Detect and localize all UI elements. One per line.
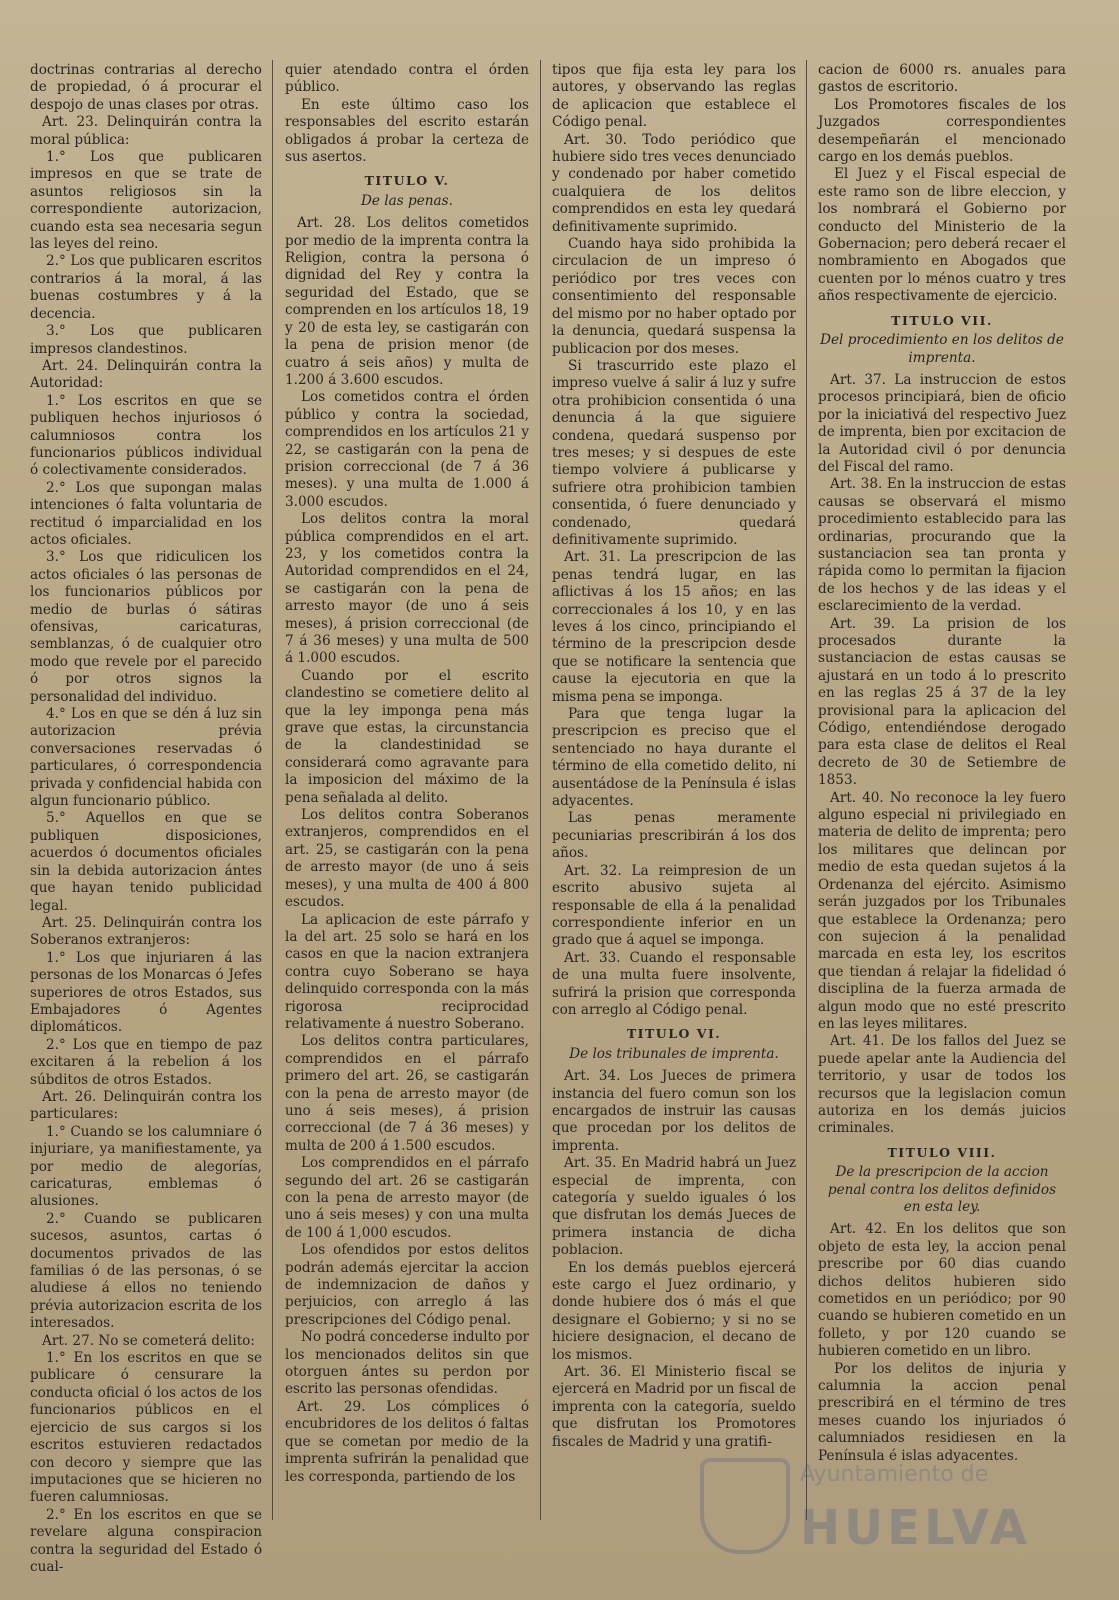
paragraph: El Juez y el Fiscal especial de este ramo son de libre eleccion, y los nombrará el Gobierno por conducto del Ministerio de la Gobernacion; pero deberá recaer el nombramiento en Abogados que cuenten por lo ménos cuatro y tres años respectivamente de ejercicio.: [818, 166, 1066, 305]
paragraph: Art. 37. La instruccion de estos procesos principiará, bien de oficio por la iniciativá del respectivo Juez de imprenta, bien por excitacion de la Autoridad civil ó por denuncia del Fiscal del ramo.: [818, 371, 1066, 475]
col2a-paragraphs: [285, 62, 529, 166]
paragraph: doctrinas contrarias al derecho de propiedad, ó á procurar el despojo de unas clases por otras.: [30, 62, 262, 113]
paragraph: Art. 28. Los delitos cometidos por medio de la imprenta contra la Religion, contra la persona ó dignidad del Rey y contra la seguridad del Estado, que se comprenden en los artículos 18, 19 y 20 de esta ley, se castigarán con la pena de prision menor (de cuatro á seis años) y multa de 1.200 á 3.600 escudos.: [285, 215, 529, 388]
titulo-viii-heading: TITULO VIII.: [887, 1144, 997, 1160]
paragraph: Art. 33. Cuando el responsable de una multa fuere insolvente, sufrirá la prision que corresponda con arreglo al Código penal.: [552, 949, 796, 1018]
paragraph: Para que tenga lugar la prescripcion es preciso que el sentenciado no haya durante el término de ella cometido delito, ni ausentádose de la Península é islas adyacentes.: [552, 706, 796, 810]
paragraph: Art. 30. Todo periódico que hubiere sido tres veces denunciado y condenado por haber cometido cualquiera de los delitos comprendidos en esta ley quedará definitivamente suprimido.: [552, 131, 796, 235]
titulo-v-heading: TITULO V.: [364, 173, 450, 189]
paragraph: 2.° Los que supongan malas intenciones ó falta voluntaria de rectitud ó imparcialidad en los actos oficiales.: [30, 479, 262, 548]
paragraph: Los delitos contra la moral pública comprendidos en el art. 23, y los cometidos contra la Autoridad comprendidos en el 24, se castigarán con la pena de arresto mayor (de uno á seis meses), á prision correccional (de 7 á 36 meses) y una multa de 500 á 1.000 escudos.: [285, 511, 529, 667]
col4a-paragraphs: [818, 62, 1066, 306]
paragraph: 3.° Los que ridiculicen los actos oficiales ó las personas de los funcionarios públicos por medio de burlas ó sátiras ofensivas, caricaturas, semblanzas, ó de cualquier otro modo que revele por el parecido ó por otros signos la personalidad del individuo.: [30, 549, 262, 705]
paragraph: Art. 40. No reconoce la ley fuero alguno especial ni privilegiado en materia de delito de imprenta; pero los militares que delincan por medio de esta quedan sujetos á la Ordenanza del ejército. Asimismo serán juzgados por los Tribunales que establece la Ordenanza; pero con sujecion á la penalidad marcada en esta ley, los escritos que tiendan á relajar la fidelidad ó disciplina de la fuerza armada de algun modo que no esté prescrito en las leyes militares.: [818, 789, 1066, 1032]
paragraph: Los delitos contra Soberanos extranjeros, comprendidos en el art. 25, se castigarán con la pena de arresto mayor (de uno á seis meses), y una multa de 400 á 800 escudos.: [285, 807, 529, 911]
paragraph: Art. 23. Delinquirán contra la moral pública:: [30, 114, 262, 148]
paragraph: 2.° Los que publicaren escritos contrarios á la moral, á las buenas costumbres y á la decencia.: [30, 253, 262, 322]
paragraph: Art. 31. La prescripcion de las penas tendrá lugar, en las aflictivas á los 15 años; en las correccionales á los 10, y en las leves á los cinco, principiando el término de la prescripcion desde que se notificare la sentencia que cause la ejecutoria en que la misma pena se imponga.: [552, 549, 796, 705]
paragraph: 2.° En los escritos en que se revelare alguna conspiracion contra la seguridad del Estado ó cual-: [30, 1506, 262, 1575]
paragraph: Los delitos contra particulares, comprendidos en el párrafo primero del art. 26, se castigarán con la pena de arresto mayor (de uno á seis meses), á prision correccional (de 7 á 36 meses) y multa de 200 á 1.500 escudos.: [285, 1033, 529, 1154]
paragraph: Art. 42. En los delitos que son objeto de esta ley, la accion penal prescribe por 60 dias cuando dichos delitos hubieren sido cometidos en un periódico; por 90 cuando se hubieren cometido en un folleto, y por 120 cuando se hubieren cometido en un libro.: [818, 1221, 1066, 1360]
paragraph: Art. 39. La prision de los procesados durante la sustanciacion de estas causas se ajustará en un todo á lo prescrito en las reglas 25 á 37 de la ley provisional para la aplicacion del Código, entendiéndose derogado para esta clase de delitos el Real decreto de 30 de Setiembre de 1853.: [818, 615, 1066, 789]
paragraph: 1.° Los que publicaren impresos en que se trate de asuntos religiosos sin la correspondiente autorizacion, cuando esta sea necesaria segun las leyes del reino.: [30, 149, 262, 253]
paragraph: La aplicacion de este párrafo y la del art. 25 solo se hará en los casos en que la nacion extranjera contra cuyo Soberano se haya delinquido corresponda con la más rigorosa reciprocidad relativamente á nuestro Soberano.: [285, 911, 529, 1032]
paragraph: Los cometidos contra el órden público y contra la sociedad, comprendidos en los artículos 21 y 22, se castigarán con la pena de prision correccional (de 7 á 36 meses). y una multa de 1.000 á 3.000 escudos.: [285, 389, 529, 510]
archive-watermark: [700, 1440, 1040, 1556]
paragraph: No podrá concederse indulto por los mencionados delitos sin que otorguen ántes su perdon por escrito las personas ofendidas.: [285, 1329, 529, 1398]
paragraph: Art. 26. Delinquirán contra los particulares:: [30, 1088, 262, 1123]
paragraph: 3.° Los que publicaren impresos clandestinos.: [30, 323, 262, 357]
paragraph: Cuando haya sido prohibida la circulacion de un impreso ó periódico por tres veces con consentimiento del responsable del mismo por no haber optado por la denuncia, quedará suspensa la publicacion por dos meses.: [552, 236, 796, 357]
col1-paragraphs: [30, 62, 262, 1576]
paragraph: Art. 38. En la instruccion de estas causas se observará el mismo procedimiento establecido para las ordinarias, procurando que la sustanciacion sea tan pronta y rápida como lo permitan la fijacion de los hechos y de las ideas y el esclarecimiento de la verdad.: [818, 476, 1066, 615]
paragraph: En los demás pueblos ejercerá este cargo el Juez ordinario, y donde hubiere dos ó más el que designare el Gobierno; y si no se hiciere designacion, el decano de los mismos.: [552, 1259, 796, 1363]
col4c-paragraphs: [818, 1221, 1066, 1465]
paragraph: 1.° Los que injuriaren á las personas de los Monarcas ó Jefes superiores de otros Estados, sus Embajadores ó Agentes diplomáticos.: [30, 949, 262, 1036]
watermark-name: HUELVA: [800, 1500, 1031, 1556]
paragraph: 1.° En los escritos en que se publicare ó censurare la conducta oficial ó los actos de los funcionarios públicos en el ejercicio de sus cargos si los escritos estuvieren redactados con decoro y siempre que las imputaciones que se hicieren no fueren calumniosas.: [30, 1350, 262, 1506]
paragraph: Art. 24. Delinquirán contra la Autoridad:: [30, 357, 262, 392]
col3b-paragraphs: [552, 1068, 796, 1451]
column-rule: [540, 60, 541, 1520]
col2b-paragraphs: [285, 215, 529, 1486]
paragraph: Cuando por el escrito clandestino se cometiere delito al que la ley imponga pena más grave que estas, la circunstancia de la clandestinidad se considerará como agravante para la imposicion del máximo de la pena señalada al delito.: [285, 667, 529, 806]
titulo-vii-heading: TITULO VII.: [891, 312, 993, 328]
column-rule: [272, 60, 273, 1520]
paragraph: Los Promotores fiscales de los Juzgados correspondientes desempeñarán el mencionado cargo en los demás pueblos.: [818, 96, 1066, 166]
paragraph: Art. 27. No se cometerá delito:: [42, 1332, 255, 1349]
titulo-vi-heading: TITULO VI.: [626, 1026, 722, 1042]
paragraph: Los comprendidos en el párrafo segundo del art. 26 se castigarán con la pena de arresto mayor (de uno á seis meses) y con una multa de 100 á 1,000 escudos.: [285, 1155, 529, 1241]
paragraph: 4.° Los en que se dén á luz sin autorizacion prévia conversaciones reservadas ó particulares, ó correspondencia privada y confidencial habida con algun funcionario público.: [30, 706, 262, 810]
paragraph: Los ofendidos por estos delitos podrán además ejercitar la accion de indemnizacion de daños y perjuicios, con arreglo á las prescripciones del Código penal.: [285, 1242, 529, 1328]
paragraph: En este último caso los responsables del escrito estarán obligados á probar la certeza de sus asertos.: [285, 96, 529, 166]
paragraph: Art. 25. Delinquirán contra los Soberanos extranjeros:: [30, 914, 262, 949]
paragraph: 1.° Cuando se los calumniare ó injuriare, ya manifiestamente, ya por medio de alegorías, caricaturas, emblemas ó alusiones.: [30, 1123, 262, 1210]
column-1: [30, 62, 262, 1575]
paragraph: Art. 36. El Ministerio fiscal se ejercerá en Madrid por un fiscal de imprenta con la categoría, sueldo que disfrutan los Promotores fiscales de Madrid y una gratifi-: [552, 1364, 796, 1450]
col3a-paragraphs: [552, 62, 796, 1019]
titulo-vii-subtitle: Del procedimiento en los delitos de imprenta.: [820, 332, 1064, 366]
paragraph: Art. 41. De los fallos del Juez se puede apelar ante la Audiencia del territorio, y usar de todos los recursos que la legislacion comun autoriza en los demás juicios criminales.: [818, 1033, 1066, 1137]
paragraph: Las penas meramente pecuniarias prescribirán á los dos años.: [552, 810, 796, 862]
column-2: [285, 62, 529, 1517]
watermark-top-text: Ayuntamiento de: [800, 1462, 989, 1487]
paragraph: Art. 34. Los Jueces de primera instancia del fuero comun son los encargados de instruir las causas que procedan por los delitos de imprenta.: [552, 1068, 796, 1154]
titulo-vi-subtitle: De los tribunales de imprenta.: [569, 1045, 779, 1062]
titulo-viii-subtitle: De la prescripcion de la accion penal contra los delitos definidos en esta ley.: [827, 1164, 1057, 1215]
paragraph: Art. 32. La reimpresion de un escrito abusivo sujeta al responsable de ella á la penalidad correspondiente inferior en un grado que á aquel se imponga.: [552, 862, 796, 949]
paragraph: 2.° Los que en tiempo de paz excitaren á la rebelion á los súbditos de otros Estados.: [30, 1036, 262, 1088]
paragraph: 1.° Los escritos en que se publiquen hechos injuriosos ó calumniosos contra los funcionarios públicos individual ó colectivamente considerados.: [30, 392, 262, 479]
paragraph: tipos que fija esta ley para los autores, y observando las reglas de aplicacion que establece el Código penal.: [552, 62, 796, 131]
paragraph: Art. 29. Los cómplices ó encubridores de los delitos ó faltas que se cometan por medio de la imprenta sufrirán la penalidad que les corresponda, partiendo de los: [285, 1398, 529, 1485]
paragraph: cacion de 6000 rs. anuales para gastos de escritorio.: [818, 62, 1066, 96]
column-rule: [806, 60, 807, 1520]
paragraph: Art. 35. En Madrid habrá un Juez especial de imprenta, con categoría y sueldo iguales ó los que disfrutan los demás Jueces de primera instancia de dicha poblacion.: [552, 1155, 796, 1259]
col4b-paragraphs: [818, 372, 1066, 1138]
paragraph: Si trascurrido este plazo el impreso vuelve á salir á luz y sufre otra prohibicion consentida ó una denuncia á la que siguiere condena, quedará suspenso por tres meses; y si despues de este tiempo volviere á publicarse y sufriere otra prohibicion tambien consentida, ó fuere denunciado y condenado, quedará definitivamente suprimido.: [552, 357, 796, 548]
titulo-v-subtitle: De las penas.: [361, 192, 453, 209]
paragraph: Por los delitos de injuria y calumnia la accion penal prescribirá en el término de tres meses cuando los injuriados ó calumniados residiesen en la Península é islas adyacentes.: [818, 1360, 1066, 1464]
column-3: [552, 62, 796, 1517]
coat-of-arms-icon: [700, 1458, 790, 1554]
column-4: [818, 62, 1066, 1517]
paragraph: 5.° Aquellos en que se publiquen disposiciones, acuerdos ó documentos oficiales sin la debida autorizacion ántes que hayan tenido publicidad legal.: [30, 810, 262, 914]
paragraph: 2.° Cuando se publicaren sucesos, asuntos, cartas ó documentos privados de las familias ó de las personas, ó se aludiese á ellos no teniendo prévia autorizacion escrita de los interesados.: [30, 1210, 262, 1332]
paragraph: quier atendado contra el órden público.: [285, 62, 529, 96]
